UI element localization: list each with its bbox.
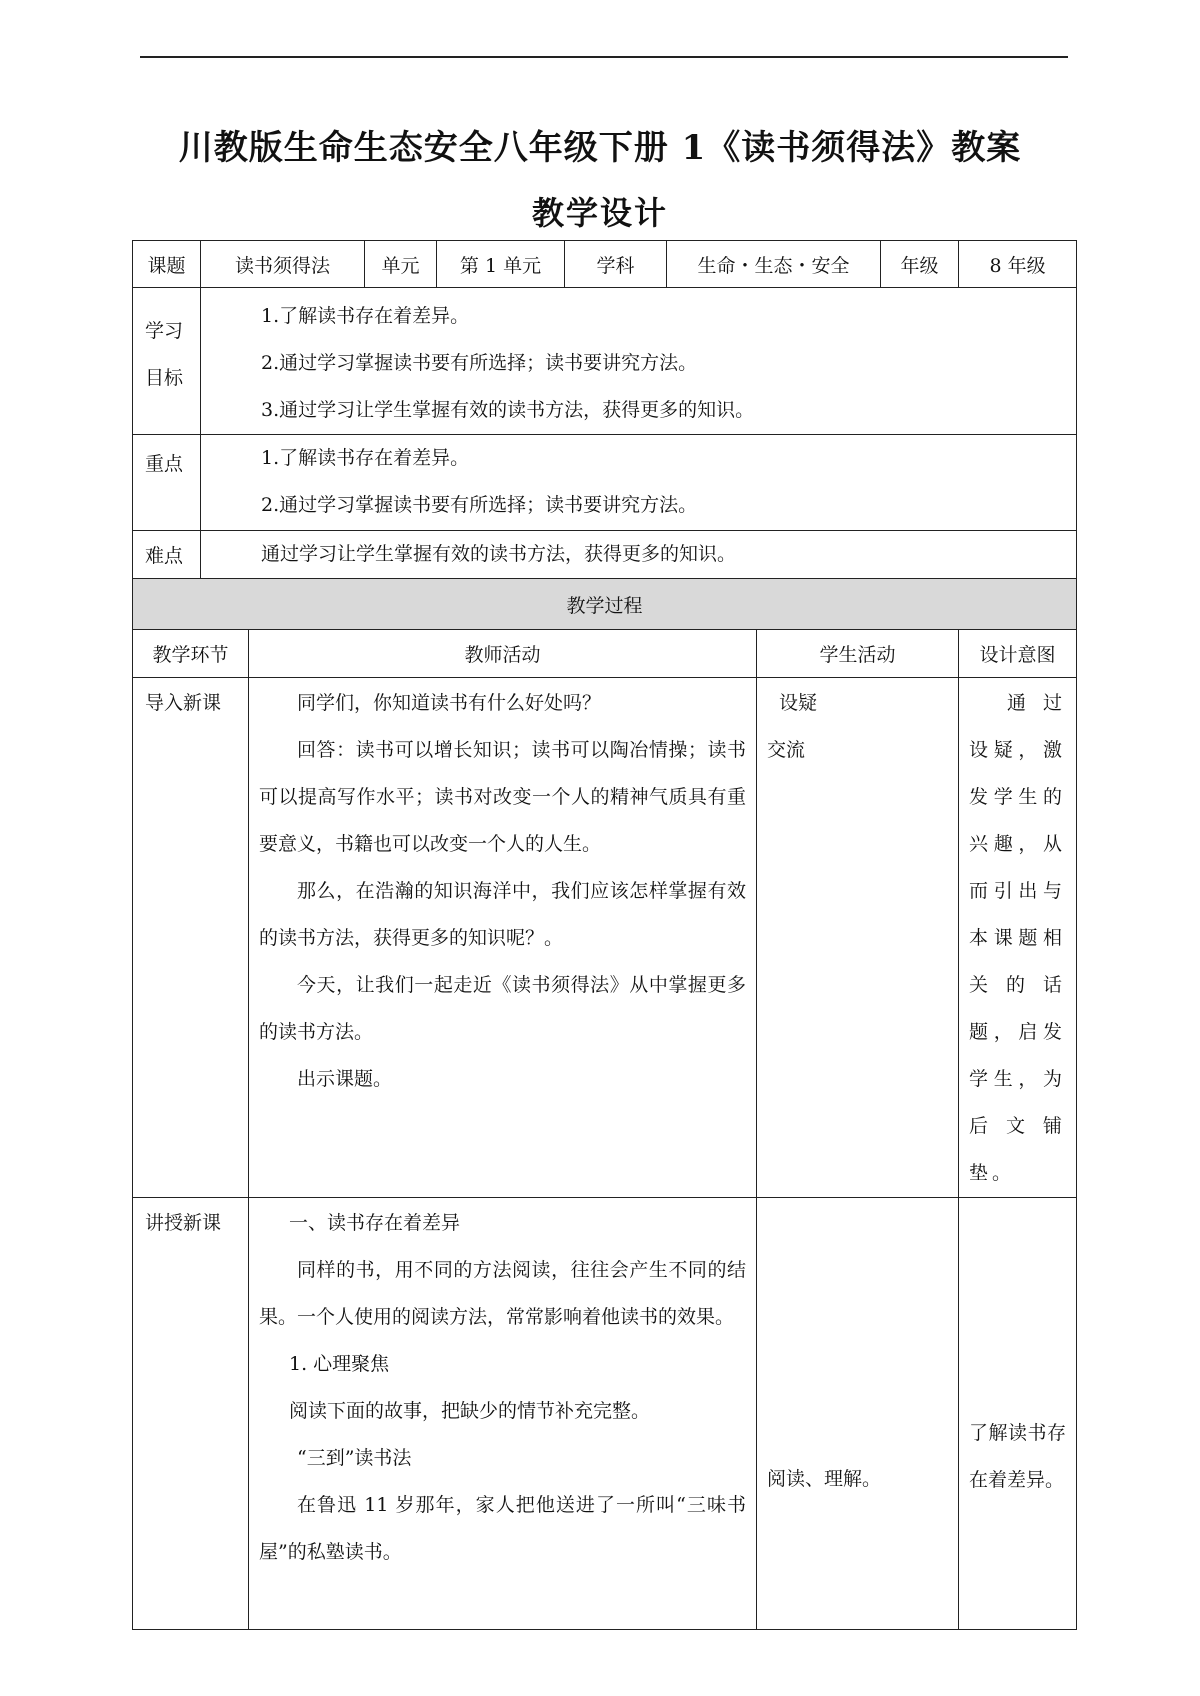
- objective-item: 2.通过学习掌握读书要有所选择；读书要讲究方法。: [261, 352, 698, 374]
- document-subtitle: 教学设计: [531, 194, 668, 232]
- topic-value: 读书须得法: [201, 241, 365, 288]
- key-point-item: 1.了解读书存在着差异。: [261, 447, 470, 469]
- process-columns-row: [133, 630, 1077, 678]
- key-points-content: [201, 435, 1077, 531]
- subject-label: 学科: [565, 241, 667, 288]
- teacher-paragraph: 出示课题。: [297, 1068, 393, 1090]
- new-lesson-teacher: [249, 1198, 757, 1630]
- intent-text: 了解读书存在着差异。: [969, 1422, 1067, 1491]
- new-lesson-row: [133, 1198, 1077, 1630]
- teacher-paragraph: 同学们，你知道读书有什么好处吗？: [297, 692, 602, 714]
- difficulty-text: 通过学习让学生掌握有效的读书方法，获得更多的知识。: [261, 543, 737, 565]
- grade-label: 年级: [881, 241, 959, 288]
- new-lesson-stage: 讲授新课: [133, 1198, 249, 1630]
- intent-text: 通过设疑，激发学生的兴趣，从而引出与本课题相关的话题，启发学生，为后文铺垫。: [969, 692, 1067, 1184]
- difficulty-content: [201, 531, 1077, 579]
- student-activity: 设疑: [779, 692, 818, 714]
- key-points-row: [133, 435, 1077, 531]
- section-heading: 一、读书存在着差异: [289, 1212, 461, 1234]
- teacher-paragraph: 阅读下面的故事，把缺少的情节补充完整。: [289, 1400, 651, 1422]
- teacher-paragraph: 今天，让我们一起走近《读书须得法》从中掌握更多的读书方法。: [259, 974, 747, 1043]
- intro-stage: 导入新课: [133, 678, 249, 1198]
- subsection-heading: 1. 心理聚焦: [289, 1353, 390, 1375]
- intro-intent: [959, 678, 1077, 1198]
- process-header: 教学过程: [133, 579, 1077, 630]
- info-row: [133, 241, 1077, 288]
- column-teacher: 教师活动: [249, 630, 757, 678]
- student-activity: 交流: [767, 739, 806, 761]
- new-lesson-student: [757, 1198, 959, 1630]
- teacher-paragraph: 那么，在浩瀚的知识海洋中，我们应该怎样掌握有效的读书方法，获得更多的知识呢？。: [259, 880, 747, 949]
- unit-value: 第 1 单元: [437, 241, 565, 288]
- student-activity: 阅读、理解。: [767, 1468, 882, 1490]
- column-intent: 设计意图: [959, 630, 1077, 678]
- story-title: “三到”读书法: [297, 1447, 412, 1469]
- header-rule: [140, 56, 1068, 58]
- new-lesson-intent: [959, 1198, 1077, 1630]
- teacher-paragraph: 回答：读书可以增长知识；读书可以陶冶情操；读书可以提高写作水平；读书对改变一个人的精神气质具有重要意义，书籍也可以改变一个人的人生。: [259, 739, 747, 855]
- objective-item: 1.了解读书存在着差异。: [261, 305, 470, 327]
- intro-row: [133, 678, 1077, 1198]
- teacher-paragraph: 同样的书，用不同的方法阅读，往往会产生不同的结果。一个人使用的阅读方法，常常影响着他读书的效果。: [259, 1259, 747, 1328]
- grade-value: 8 年级: [959, 241, 1077, 288]
- difficulty-row: [133, 531, 1077, 579]
- column-student: 学生活动: [757, 630, 959, 678]
- column-stage: 教学环节: [133, 630, 249, 678]
- key-points-label: 重点: [133, 435, 201, 531]
- objectives-label-line1: 学习: [145, 320, 184, 342]
- document-title: 川教版生命生态安全八年级下册 1《读书须得法》教案: [178, 128, 1022, 168]
- objective-item: 3.通过学习让学生掌握有效的读书方法，获得更多的知识。: [261, 399, 755, 421]
- subject-value: 生命・生态・安全: [667, 241, 881, 288]
- objectives-content: [201, 288, 1077, 435]
- lesson-plan-table: [132, 240, 1077, 1630]
- intro-teacher: [249, 678, 757, 1198]
- objectives-row: [133, 288, 1077, 435]
- topic-label: 课题: [133, 241, 201, 288]
- objectives-label-line2: 目标: [145, 367, 184, 389]
- difficulty-label: 难点: [133, 531, 201, 579]
- teacher-paragraph: 在鲁迅 11 岁那年，家人把他送进了一所叫“三味书屋”的私塾读书。: [259, 1494, 747, 1563]
- unit-label: 单元: [365, 241, 437, 288]
- process-header-row: [133, 579, 1077, 630]
- intro-student: [757, 678, 959, 1198]
- key-point-item: 2.通过学习掌握读书要有所选择；读书要讲究方法。: [261, 494, 698, 516]
